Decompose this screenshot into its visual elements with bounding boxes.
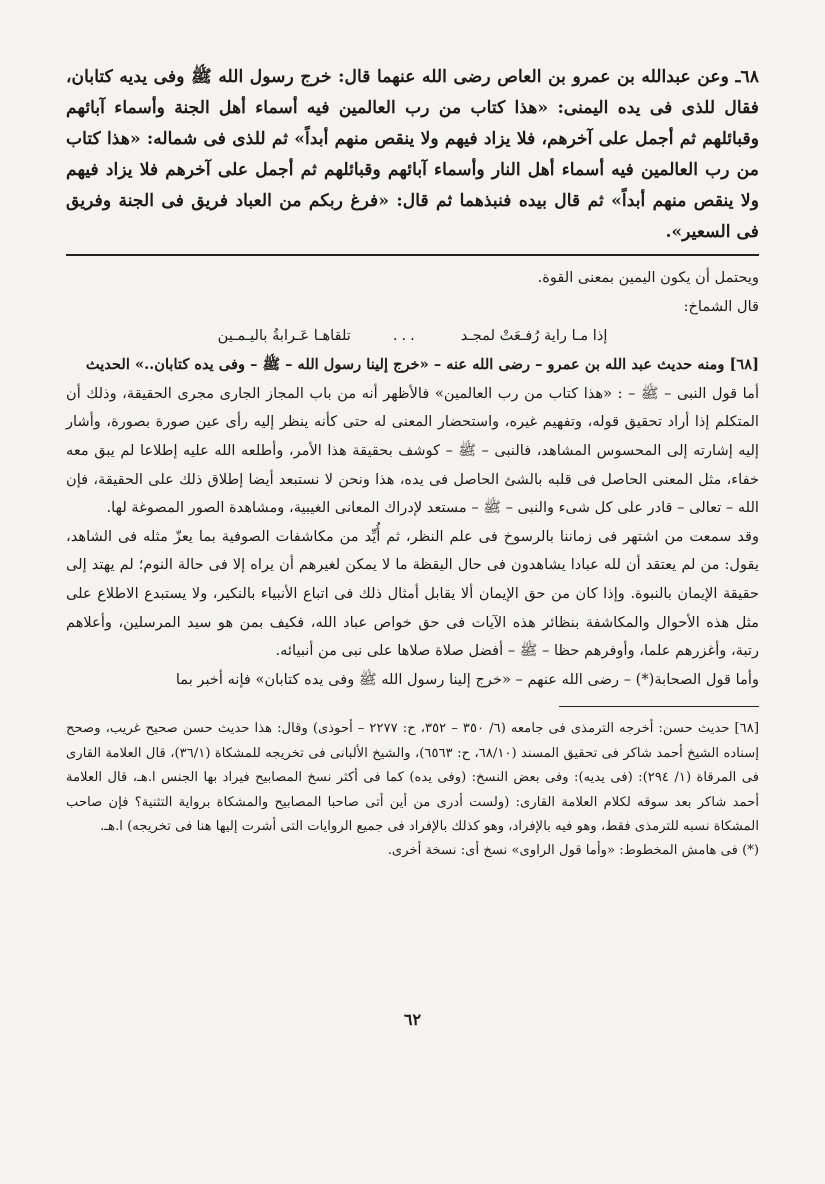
poetry-verse	[66, 321, 759, 351]
footnotes	[66, 717, 759, 863]
hadith-number: ٦٨ـ	[735, 67, 760, 87]
footnote-manuscript: (*) فى هامش المخطوط: «وأما قول الراوى» نسخ أى: نسخة أخرى.	[387, 843, 759, 859]
commentary-paragraph: وقد سمعت من اشتهر فى زماننا بالرسوخ فى علم النظر، ثم أُيِّد من مكاشفات الصوفية بما يعزّ مثله فى الشاهد، يقول: من لم يعتقد أن لله عبادا يشاهدون فى حال اليقظة ما لا يمكن لغيرهم أن يراه إلا فى حالة النوم؛ لم يهتد إلى حقيقة الإيمان بالنبوة. وإذا كان من حق الإيمان ألا يقابل أمثال ذلك فى اتباع الأنبياء بالنكير، ولا يستبدع الاطلاع على مثل هذه الأحوال والمكاشفة بنظائر هذه الآيات فى حق خواص عباد الله، فكيف بمن هو سيد المرسلين، وأعلاهم رتبة، وأغزرهم علما، وأوفرهم حظا – ﷺ – أفضل صلاة صلاها على نبى من أنبيائه.	[66, 527, 759, 660]
page-number: ٦٢	[403, 1010, 422, 1029]
commentary-paragraph: أما قول النبى – ﷺ – : «هذا كتاب من رب العالمين» فالأظهر أنه من باب المجاز الجارى مجرى الحقيقة، وذلك أن المتكلم إذا أراد تحقيق قوله، وتفهيم غيره، واستحضار المعنى له حتى كأنه ينظر إليه رأى عين صورة بصورة، وأشار إليه إشارته إلى المحسوس المشاهد، فالنبى – ﷺ – كوشف بحقيقة هذا الأمر، وأطلعه الله عليه إطلاعا لم يبق معه خفاء، مثل المعنى الحاصل فى قلبه بالشئ الحاصل فى يده، هذا ونحن لا نستبعد أيضا إطلاق ذلك على الحقيقة، فإن الله – تعالى – قادر على كل شىء والنبى – ﷺ – مستعد لإدراك المعانى الغيبية، ومشاهدة الصور المصوغة لها.	[66, 384, 759, 517]
verse-separator: ...	[392, 327, 419, 345]
footnote-divider	[559, 706, 759, 707]
verse-second-hemistich: تلقاهـا عَـرابةُ باليـمـين	[217, 327, 351, 345]
footnote-takhrij: [٦٨] حديث حسن: أخرجه الترمذى فى جامعه (٦/ ٣٥٠ – ٣٥٢، ح: ٢٢٧٧ – أحوذى) وقال: هذا حديث حسن صحيح غريب، وصحح إسناده الشيخ أحمد شاكر فى تحقيق المسند (٦٨/١٠، ح: ٦٥٦٣)، والشيخ الألبانى فى تخريجه للمشكاة (٣٦/١)، قال العلامة القارى فى المرقاة (١/ ٢٩٤): (فى يديه): وفى بعض النسخ: (وفى يده) كما فى أكثر نسخ المصابيح فيراد بها الجنس ا.هـ، قال العلامة أحمد شاكر بعد سوقه لكلام العلامة القارى: (ولست أدرى من أين أتى صاحبا المصابيح والمشكاة برواية التثنية؟ فإن صاحب المشكاة نسبه للترمذى فقط، وهو فيه بالإفراد، وهو كذلك بالإفراد فى جميع الروايات التى أشرت إليها هنا فى تخريجه) ا.هـ.	[66, 721, 759, 834]
hadith-body: وعن عبدالله بن عمرو بن العاص رضى الله عنهما قال: خرج رسول الله ﷺ وفى يديه كتابان، فقال للذى فى يده اليمنى: «هذا كتاب من رب العالمين فيه أسماء أهل الجنة وأسماء آبائهم وقبائلهم ثم أجمل على آخرهم، فلا يزاد فيهم ولا ينقص منهم أبداً» ثم للذى فى شماله: «هذا كتاب من رب العالمين فيه أسماء أهل النار وأسماء آبائهم وقبائلهم ثم أجمل على آخرهم فلا يزاد فيهم ولا ينقص منهم أبداً» ثم قال بيده فنبذهما ثم قال: «فرغ ربكم من العباد فريق فى الجنة وفريق فى السعير».	[66, 67, 759, 242]
commentary-paragraph: ويحتمل أن يكون اليمين بمعنى القوة.	[537, 269, 759, 286]
commentary-section	[66, 264, 759, 694]
hadith-main-text	[66, 62, 759, 248]
poet-attribution: قال الشماخ:	[683, 297, 759, 315]
section-divider	[66, 254, 759, 256]
commentary-paragraph: وأما قول الصحابة(*) – رضى الله عنهم – «خرج إلينا رسول الله ﷺ وفى يده كتابان» فإنه أخبر بما	[175, 670, 759, 688]
commentary-hadith-heading: [٦٨] ومنه حديث عبد الله بن عمرو – رضى الله عنه – «خرج إلينا رسول الله – ﷺ – وفى يده كتابان..» الحديث	[85, 356, 759, 374]
verse-first-hemistich: إذا مـا راية رُفـعَتْ لمجـد	[460, 327, 608, 345]
